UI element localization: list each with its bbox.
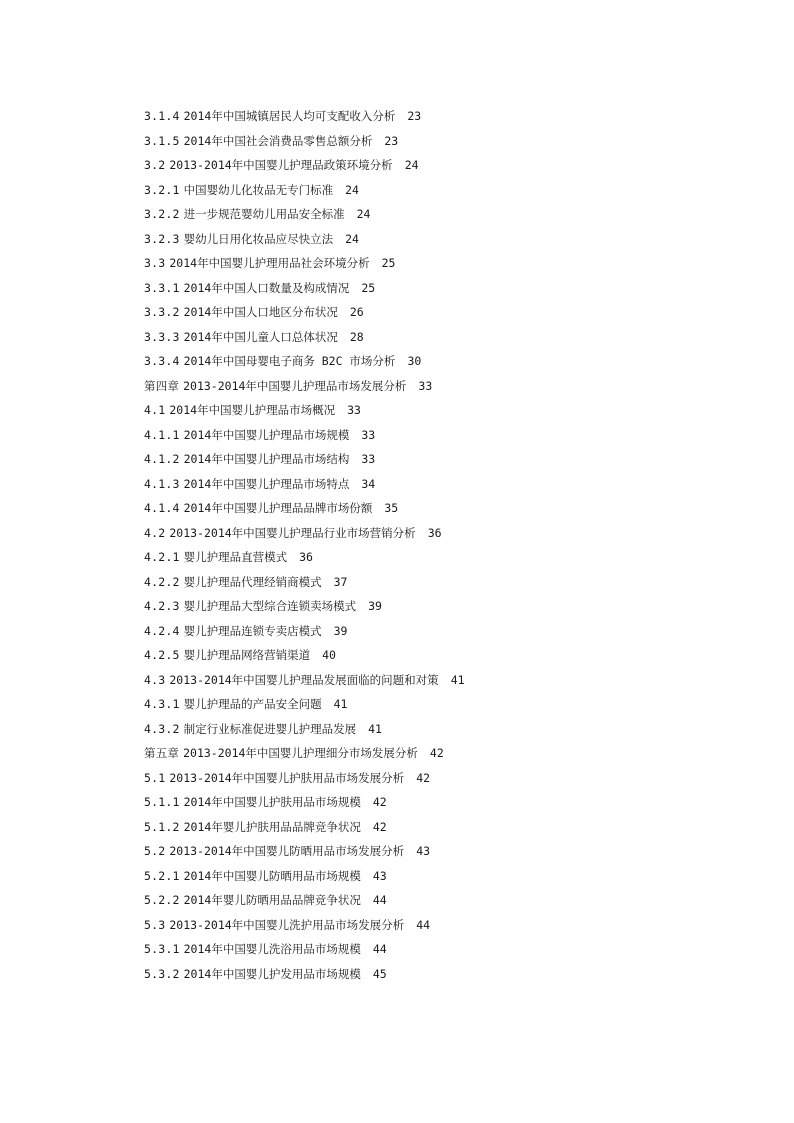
toc-entry [144, 104, 704, 129]
toc-entry-page-number: 25 [381, 256, 396, 270]
toc-entry-title: 2014年中国婴儿护理品市场特点 [183, 476, 350, 491]
toc-entry-title: 2013-2014年中国婴儿护理细分市场发展分析 [183, 746, 418, 760]
toc-entry-number: 5.2.2 [144, 893, 180, 907]
toc-entry [144, 692, 704, 717]
toc-entry-title: 2014年中国婴儿防晒用品市场规模 [183, 868, 361, 883]
toc-entry [144, 766, 704, 791]
toc-entry-page-number: 44 [416, 917, 431, 932]
toc-entry-title: 2013-2014年中国婴儿护理品政策环境分析 [169, 158, 393, 172]
toc-entry [144, 741, 704, 766]
toc-entry-title: 2014年中国婴儿护肤用品市场规模 [183, 795, 361, 809]
toc-entry-title: 婴儿护理品直营模式 [183, 550, 288, 564]
toc-entry [144, 472, 704, 497]
toc-entry-title: 2013-2014年中国婴儿防晒用品市场发展分析 [169, 844, 405, 858]
toc-entry [144, 717, 704, 742]
toc-entry-title: 2014年中国儿童人口总体状况 [183, 329, 338, 344]
toc-entry-page-number: 36 [299, 550, 313, 564]
toc-entry-number: 5.3 [144, 917, 166, 932]
toc-entry-title: 制定行业标准促进婴儿护理品发展 [183, 721, 357, 736]
toc-entry-number: 4.2.4 [144, 623, 180, 638]
toc-entry-page-number: 33 [347, 403, 361, 417]
toc-entry-title: 2014年婴儿防晒用品品牌竞争状况 [183, 893, 361, 907]
toc-entry-page-number: 23 [407, 109, 422, 123]
toc-entry-title: 婴儿护理品的产品安全问题 [183, 697, 322, 711]
toc-entry [144, 398, 704, 423]
toc-entry-title: 2014年中国城镇居民人均可支配收入分析 [183, 109, 396, 123]
toc-entry-number: 4.3.2 [144, 721, 180, 736]
toc-entry-title: 婴儿护理品代理经销商模式 [183, 574, 322, 589]
toc-entry-page-number: 36 [427, 525, 442, 540]
toc-entry-title: 2014年中国婴儿护理品市场结构 [183, 452, 350, 466]
toc-entry-number: 第四章 [144, 378, 180, 393]
toc-entry [144, 668, 704, 693]
toc-entry-title: 2014年中国婴儿护理品品牌市场份额 [183, 501, 373, 515]
toc-entry-number: 4.2 [144, 525, 166, 540]
toc-entry [144, 643, 704, 668]
toc-entry-title: 中国婴幼儿化妆品无专门标准 [183, 182, 334, 197]
toc-entry-page-number: 40 [322, 648, 336, 662]
toc-entry-number: 5.1 [144, 770, 166, 785]
toc-entry-page-number: 28 [349, 329, 364, 344]
toc-entry-page-number: 45 [372, 966, 387, 981]
toc-entry-title: 进一步规范婴幼儿用品安全标准 [183, 207, 345, 221]
toc-entry-page-number: 42 [416, 770, 431, 785]
toc-entry [144, 447, 704, 472]
toc-entry [144, 815, 704, 840]
toc-entry [144, 178, 704, 203]
toc-entry-page-number: 24 [356, 207, 371, 221]
toc-entry-page-number: 26 [349, 305, 364, 319]
toc-entry-number: 4.1 [144, 403, 166, 417]
toc-entry-page-number: 41 [450, 672, 465, 687]
toc-entry [144, 790, 704, 815]
toc-entry [144, 570, 704, 595]
toc-entry-number: 3.3.2 [144, 305, 180, 319]
toc-entry-title: 婴儿护理品大型综合连锁卖场模式 [183, 599, 357, 613]
toc-entry-page-number: 24 [404, 158, 419, 172]
toc-entry-number: 5.1.2 [144, 819, 180, 834]
toc-entry-number: 5.3.1 [144, 942, 180, 956]
toc-entry-title: 2013-2014年中国婴儿护理品发展面临的问题和对策 [169, 672, 439, 687]
toc-entry-title: 2014年中国母婴电子商务 B2C 市场分析 [183, 354, 396, 368]
toc-entry [144, 864, 704, 889]
toc-entry-page-number: 39 [333, 623, 348, 638]
toc-entry-number: 4.1.1 [144, 427, 180, 442]
toc-entry [144, 839, 704, 864]
toc-entry-number: 4.2.2 [144, 574, 180, 589]
toc-entry-title: 2014年中国人口地区分布状况 [183, 305, 338, 319]
toc-entry-number: 4.2.3 [144, 599, 180, 613]
toc-entry-page-number: 35 [384, 501, 399, 515]
toc-entry-number: 4.1.4 [144, 501, 180, 515]
toc-entry [144, 594, 704, 619]
toc-entry-page-number: 33 [418, 378, 433, 393]
toc-entry-title: 婴幼儿日用化妆品应尽快立法 [183, 231, 334, 246]
toc-entry [144, 227, 704, 252]
toc-entry-page-number: 37 [333, 574, 348, 589]
toc-entry [144, 129, 704, 154]
toc-entry-page-number: 39 [368, 599, 382, 613]
toc-entry [144, 153, 704, 178]
toc-entry-title: 2014年中国婴儿护理品市场规模 [183, 427, 350, 442]
toc-entry-page-number: 23 [384, 133, 399, 148]
toc-entry [144, 325, 704, 350]
toc-entry [144, 521, 704, 546]
toc-entry-page-number: 25 [361, 280, 376, 295]
toc-entry-page-number: 34 [361, 476, 376, 491]
toc-entry [144, 962, 704, 987]
toc-entry-page-number: 42 [372, 795, 387, 809]
toc-entry [144, 300, 704, 325]
toc-entry-number: 4.2.5 [144, 648, 180, 662]
toc-entry [144, 349, 704, 374]
toc-entry [144, 888, 704, 913]
toc-entry-number: 3.2.1 [144, 182, 180, 197]
toc-entry-number: 3.1.5 [144, 133, 180, 148]
toc-entry-title: 2013-2014年中国婴儿护理品市场发展分析 [183, 378, 407, 393]
toc-entry-page-number: 44 [372, 893, 387, 907]
toc-entry-title: 婴儿护理品连锁专卖店模式 [183, 623, 322, 638]
toc-entry-page-number: 44 [372, 942, 387, 956]
toc-entry-number: 3.3.3 [144, 329, 180, 344]
toc-entry-page-number: 33 [361, 427, 376, 442]
toc-entry-page-number: 41 [333, 697, 348, 711]
toc-entry-title: 2014年中国社会消费品零售总额分析 [183, 133, 373, 148]
toc-entry [144, 423, 704, 448]
toc-entry-title: 2013-2014年中国婴儿护理品行业市场营销分析 [169, 525, 416, 540]
toc-entry-number: 3.2.2 [144, 207, 180, 221]
toc-entry-number: 5.2 [144, 844, 166, 858]
toc-entry-title: 2014年中国婴儿洗浴用品市场规模 [183, 942, 361, 956]
toc-entry [144, 202, 704, 227]
toc-entry [144, 276, 704, 301]
toc-entry-page-number: 43 [416, 844, 431, 858]
table-of-contents [144, 104, 704, 986]
toc-entry-page-number: 42 [429, 746, 444, 760]
toc-entry-page-number: 42 [372, 819, 387, 834]
toc-entry-title: 2014年中国婴儿护理用品社会环境分析 [169, 256, 370, 270]
toc-entry-title: 婴儿护理品网络营销渠道 [183, 648, 311, 662]
toc-entry-page-number: 24 [345, 231, 359, 246]
toc-entry [144, 251, 704, 276]
toc-entry-number: 3.3.1 [144, 280, 180, 295]
toc-entry [144, 374, 704, 399]
toc-entry-page-number: 30 [407, 354, 422, 368]
toc-entry [144, 496, 704, 521]
toc-entry-number: 3.2.3 [144, 231, 180, 246]
toc-entry-number: 3.2 [144, 158, 166, 172]
toc-entry-number: 4.1.3 [144, 476, 180, 491]
toc-entry-page-number: 43 [372, 868, 387, 883]
toc-entry-title: 2014年中国婴儿护发用品市场规模 [183, 966, 361, 981]
toc-entry-title: 2014年中国婴儿护理品市场概况 [169, 403, 336, 417]
toc-entry-number: 4.2.1 [144, 550, 180, 564]
toc-entry-number: 4.1.2 [144, 452, 180, 466]
toc-entry-number: 3.3 [144, 256, 166, 270]
toc-entry [144, 545, 704, 570]
toc-entry [144, 619, 704, 644]
toc-entry-number: 第五章 [144, 746, 180, 760]
toc-entry-title: 2013-2014年中国婴儿护肤用品市场发展分析 [169, 770, 405, 785]
toc-entry [144, 937, 704, 962]
toc-entry-title: 2014年婴儿护肤用品品牌竞争状况 [183, 819, 361, 834]
toc-entry-title: 2013-2014年中国婴儿洗护用品市场发展分析 [169, 917, 405, 932]
toc-entry [144, 913, 704, 938]
toc-entry-title: 2014年中国人口数量及构成情况 [183, 280, 350, 295]
toc-entry-number: 5.1.1 [144, 795, 180, 809]
toc-entry-number: 3.3.4 [144, 354, 180, 368]
toc-entry-number: 4.3 [144, 672, 166, 687]
toc-entry-page-number: 41 [368, 721, 382, 736]
toc-entry-number: 4.3.1 [144, 697, 180, 711]
toc-entry-number: 5.2.1 [144, 868, 180, 883]
toc-entry-page-number: 33 [361, 452, 376, 466]
toc-entry-number: 5.3.2 [144, 966, 180, 981]
toc-entry-page-number: 24 [345, 182, 359, 197]
toc-entry-number: 3.1.4 [144, 109, 180, 123]
